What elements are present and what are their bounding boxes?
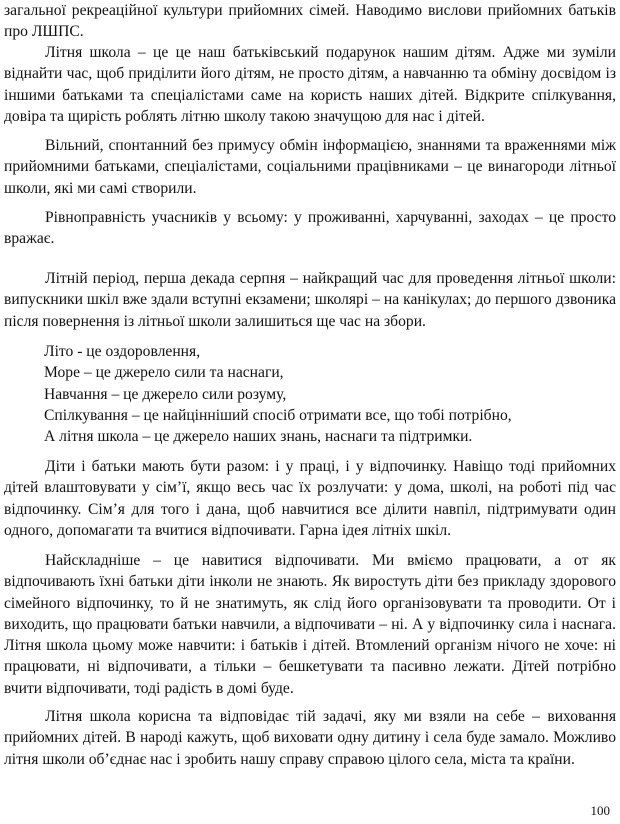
- paragraph-summer-period: Літній період, перша декада серпня – найкращий час для проведення літньої школи: випускники шкіл вже здали вступні екзамени; школярі – на канікулах; до першого дзвоника після повернення із літньої школи залишиться ще час на збори.: [4, 270, 616, 330]
- poem-line: А літня школа – це джерело наших знань, наснаги та підтримки.: [44, 428, 473, 446]
- paragraph-free-exchange: Вільний, спонтанний без примусу обмін інформацією, знаннями та враженнями між прийомними батьками, спеціалістами, соціальними працівниками – це винагороди літньої школи, які ми самі створили.: [4, 137, 616, 197]
- poem-line: Спілкування – це найцінніший спосіб отримати все, що тобі потрібно,: [44, 406, 512, 424]
- paragraph-equality: Рівноправність учасників у всьому: у проживанні, харчуванні, заходах – це просто вражає.: [4, 209, 616, 248]
- page-number: 100: [590, 803, 610, 818]
- poem-line: Літо - це оздоровлення,: [44, 343, 201, 360]
- poem: [44, 341, 604, 447]
- paragraph-together: Діти і батьки мають бути разом: і у праці, і у відпочинку. Навіщо тоді прийомних дітей влаштовувати у сім’ї, якщо весь час їх розлучати: у дома, школі, на роботі під час відпочинку. Сім’я для того і дана, щоб навчитися все ділити навпіл, підтримувати один одного, допомагати та вчитися відпочивати. Гарна ідея літніх шкіл.: [4, 458, 616, 539]
- poem-line: Навчання – це джерело сили розуму,: [44, 385, 287, 403]
- poem-line: Море – це джерело сили та наснаги,: [44, 364, 284, 382]
- paragraph-learn-to-rest: Найскладніше – це навитися відпочивати. Ми вміємо працювати, а от як відпочивають їхні батьки діти інколи не знають. Як виростуть діти без прикладу здорового сімейного відпочинку, то й не знатимуть, як слід його організовувати та проводити. От і виходить, що працювати батьки навчили, а відпочивати – ні. А у відпочинку сила і наснага. Літня школа цьому може навчити: і батьків і дітей. Втомлений організм нічого не хоче: ні працювати, ні відпочивати, а тільки – бешкетувати та пасивно лежати. Дітей потрібно вчити відпочивати, тоді радість в домі буде.: [4, 552, 616, 697]
- paragraph-intro: загальної рекреаційної культури прийомних сімей. Наводимо вислови прийомних батьків про ЛШПС.: [4, 2, 616, 41]
- paragraph-summer-school-gift: Літня школа – це це наш батьківський подарунок нашим дітям. Адже ми зуміли віднайти час, щоб приділити його дітям, не просто дітям, а навчанню та обміну досвідом із іншими батьками та спеціалістами саме на користь наших дітей. Відкрите спілкування, довіра та щирість роблять літню школу такою значущою для нас і дітей.: [4, 44, 616, 125]
- paragraph-summer-school-useful: Літня школа корисна та відповідає тій задачі, яку ми взяли на себе – виховання прийомних дітей. В народі кажуть, щоб виховати одну дитину і села буде замало. Можливо літня школи об’єднає нас і зробить нашу справу справою цілого села, міста та країни.: [4, 708, 616, 768]
